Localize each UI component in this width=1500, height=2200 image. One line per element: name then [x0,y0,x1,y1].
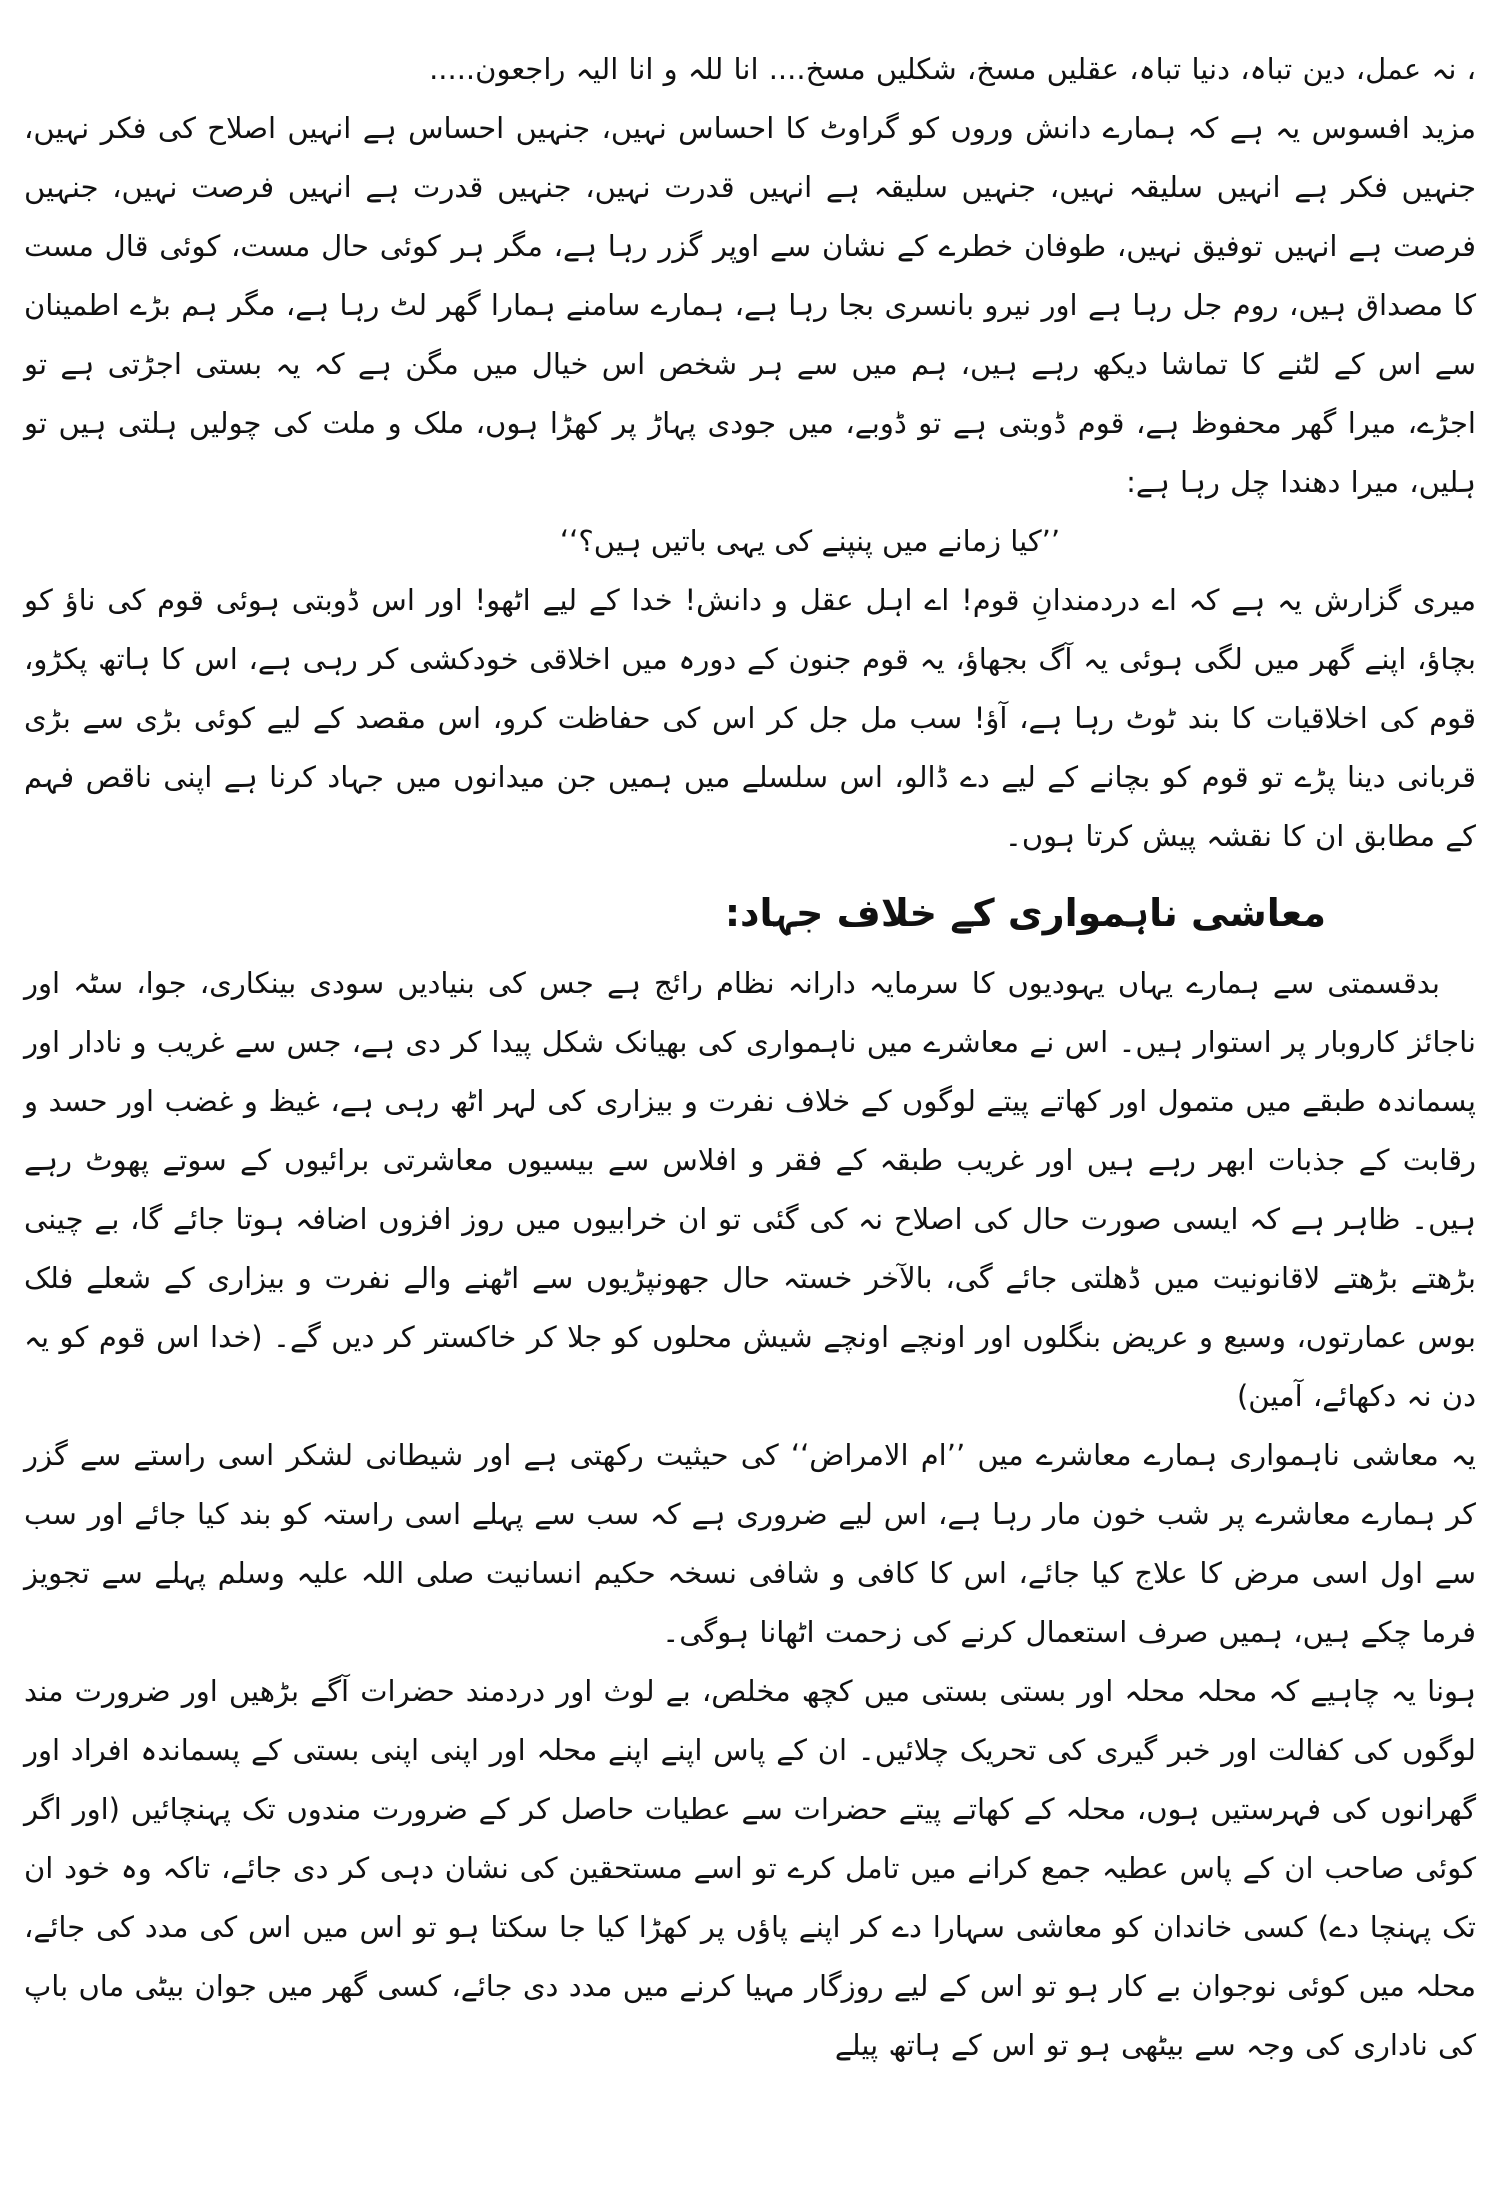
paragraph-economic-inequality: بدقسمتی سے ہمارے یہاں یہودیوں کا سرمایہ دارانہ نظام رائج ہے جس کی بنیادیں سودی بینکاری، جوا، سٹہ اور ناجائز کاروبار پر استوار ہیں۔ اس نے معاشرے میں ناہمواری کی بھیانک شکل پیدا کر دی ہے، جس سے غریب و نادار اور پسماندہ طبقے میں متمول اور کھاتے پیتے لوگوں کے خلاف نفرت و بیزاری کی لہر اٹھ رہی ہے، غیظ و غضب اور حسد و رقابت کے جذبات ابھر رہے ہیں اور غریب طبقہ کے فقر و افلاس سے بیسیوں معاشرتی برائیوں کے سوتے پھوٹ رہے ہیں۔ ظاہر ہے کہ ایسی صورت حال کی اصلاح نہ کی گئی تو ان خرابیوں میں روز افزوں اضافہ ہوتا جائے گا، بے چینی بڑھتے بڑھتے لاقانونیت میں ڈھلتی جائے گی، بالآخر خستہ حال جھونپڑیوں سے اٹھنے والے نفرت و بیزاری کے شعلے فلک بوس عمارتوں، وسیع و عریض بنگلوں اور اونچے اونچے شیش محلوں کو جلا کر خاکستر کر دیں گے۔ (خدا اس قوم کو یہ دن نہ دکھائے، آمین) [24,966,1476,1413]
quoted-verse: ’’کیا زمانے میں پنپنے کی یہی باتیں ہیں؟‘‘ [559,524,1061,558]
paragraph-intro: ، نہ عمل، دین تباہ، دنیا تباہ، عقلیں مسخ، شکلیں مسخ.... انا للہ و انا الیہ راجعون..... [429,52,1476,86]
paragraph-regret: مزید افسوس یہ ہے کہ ہمارے دانش وروں کو گراوٹ کا احساس نہیں، جنہیں احساس ہے انہیں اصلاح کی فکر نہیں، جنہیں فکر ہے انہیں سلیقہ نہیں، جنہیں سلیقہ ہے انہیں قدرت نہیں، جنہیں قدرت ہے انہیں فرصت نہیں، جنہیں فرصت ہے انہیں توفیق نہیں، طوفان خطرے کے نشان سے اوپر گزر رہا ہے، مگر ہر کوئی حال مست، کوئی قال مست کا مصداق ہیں، روم جل رہا ہے اور نیرو بانسری بجا رہا ہے، ہمارے سامنے ہمارا گھر لٹ رہا ہے، مگر ہم بڑے اطمینان سے اس کے لٹنے کا تماشا دیکھ رہے ہیں، ہم میں سے ہر شخص اس خیال میں مگن ہے کہ یہ بستی اجڑتی ہے تو اجڑے، میرا گھر محفوظ ہے، قوم ڈوبتی ہے تو ڈوبے، میں جودی پہاڑ پر کھڑا ہوں، ملک و ملت کی چولیں ہلتی ہیں تو ہلیں، میرا دھندا چل رہا ہے: [24,111,1476,499]
paragraph-appeal: میری گزارش یہ ہے کہ اے دردمندانِ قوم! اے اہل عقل و دانش! خدا کے لیے اٹھو! اور اس ڈوبتی ہوئی قوم کی ناؤ کو بچاؤ، اپنے گھر میں لگی ہوئی یہ آگ بجھاؤ، یہ قوم جنون کے دورہ میں اخلاقی خودکشی کر رہی ہے، اس کا ہاتھ پکڑو، قوم کی اخلاقیات کا بند ٹوٹ رہا ہے، آؤ! سب مل جل کر اس کی حفاظت کرو، اس مقصد کے لیے کوئی بڑی سے بڑی قربانی دینا پڑے تو قوم کو بچانے کے لیے دے ڈالو، اس سلسلے میں ہمیں جن میدانوں میں جہاد کرنا ہے اپنی ناقص فہم کے مطابق ان کا نقشہ پیش کرتا ہوں۔ [24,583,1476,853]
section-heading: معاشی ناہمواری کے خلاف جہاد: [724,891,1326,935]
paragraph-mother-of-diseases: یہ معاشی ناہمواری ہمارے معاشرے میں ’’ام الامراض‘‘ کی حیثیت رکھتی ہے اور شیطانی لشکر اسی راستے سے گزر کر ہمارے معاشرے پر شب خون مار رہا ہے، اس لیے ضروری ہے کہ سب سے پہلے اسی راستہ کو بند کیا جائے اور سب سے اول اسی مرض کا علاج کیا جائے، اس کا کافی و شافی نسخہ حکیم انسانیت صلی اللہ علیہ وسلم پہلے سے تجویز فرما چکے ہیں، ہمیں صرف استعمال کرنے کی زحمت اٹھانا ہوگی۔ [24,1438,1476,1649]
paragraph-community-welfare: ہونا یہ چاہیے کہ محلہ محلہ اور بستی بستی میں کچھ مخلص، بے لوث اور دردمند حضرات آگے بڑھیں اور ضرورت مند لوگوں کی کفالت اور خبر گیری کی تحریک چلائیں۔ ان کے پاس اپنے اپنے محلہ اور اپنی اپنی بستی کے پسماندہ افراد اور گھرانوں کی فہرستیں ہوں، محلہ کے کھاتے پیتے حضرات سے عطیات حاصل کر کے ضرورت مندوں تک پہنچائیں (اور اگر کوئی صاحب ان کے پاس عطیہ جمع کرانے میں تامل کرے تو اسے مستحقین کی نشان دہی کر دی جائے، تاکہ وہ خود ان تک پہنچا دے) کسی خاندان کو معاشی سہارا دے کر اپنے پاؤں پر کھڑا کیا جا سکتا ہو تو اس میں اس کی مدد کی جائے، محلہ میں کوئی نوجوان بے کار ہو تو اس کے لیے روزگار مہیا کرنے میں مدد دی جائے، کسی گھر میں جوان بیٹی ماں باپ کی ناداری کی وجہ سے بیٹھی ہو تو اس کے ہاتھ پیلے [24,1674,1476,2062]
